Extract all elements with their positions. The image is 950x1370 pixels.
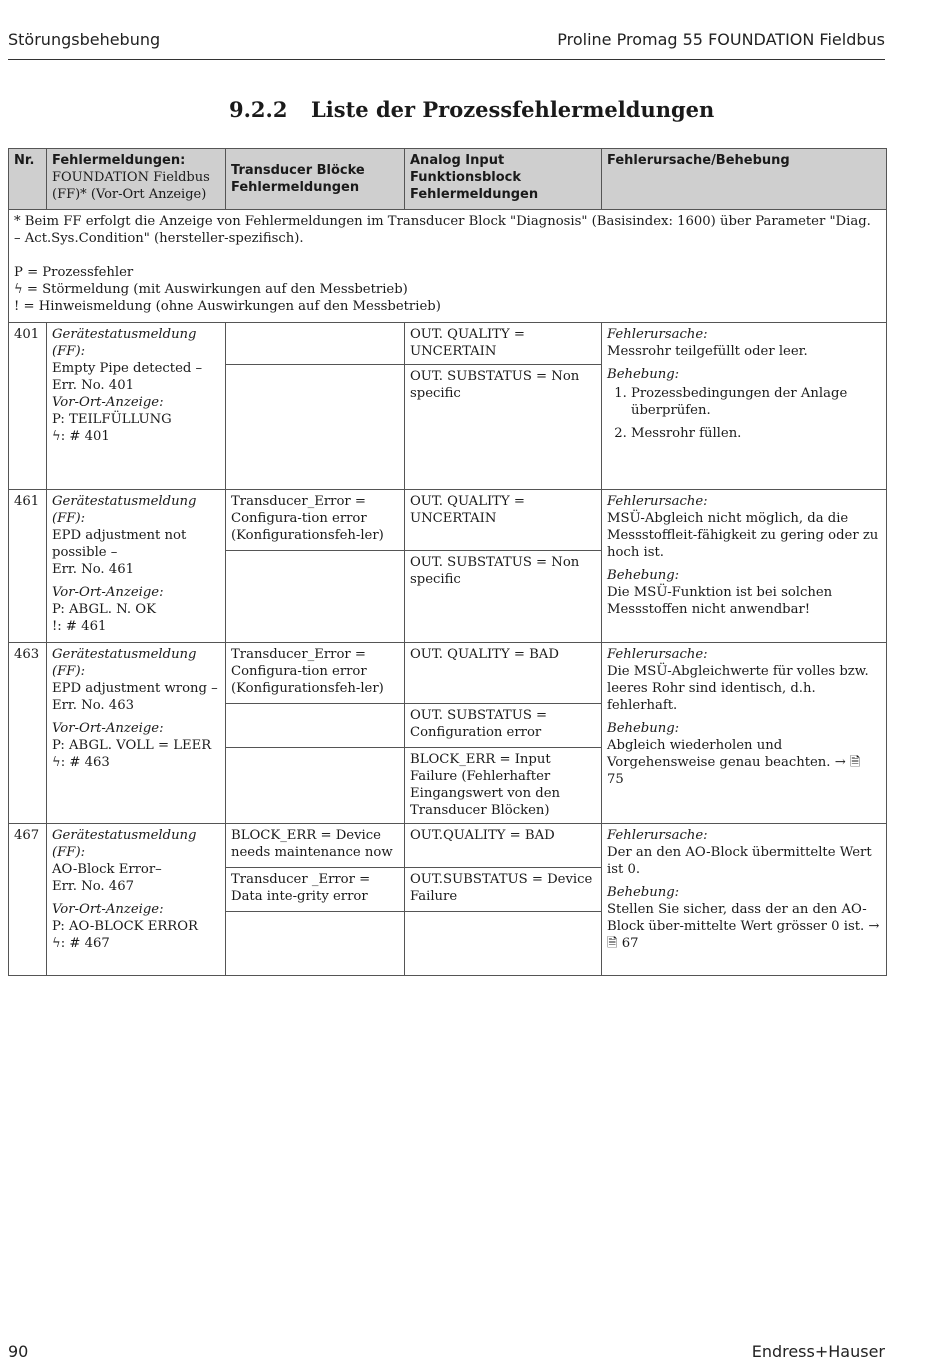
table-header-row	[9, 149, 887, 210]
row-transducer	[226, 365, 405, 490]
note-line: ! = Hinweismeldung (ohne Auswirkungen auf den Messbetrieb)	[14, 299, 441, 314]
row-nr: 463	[9, 643, 47, 824]
col-header-messages-bold: Fehlermeldungen:	[52, 153, 186, 168]
table-row	[9, 643, 887, 704]
section-title: Liste der Prozessfehlermeldungen	[311, 97, 715, 122]
remedy-steps: 1. Prozessbedingungen der Anlage überprüfen. 2. Messrohr füllen.	[607, 385, 881, 442]
row-cause-remedy: Fehlerursache: Die MSÜ-Abgleichwerte für volles bzw. leeres Rohr sind identisch, d.h. fehlerhaft. Behebung: Abgleich wiederholen und Vorgehensweise genau beachten. → 🗎 75	[602, 643, 887, 824]
row-transducer: Transducer _Error = Data inte-grity error	[226, 868, 405, 912]
row-ai-block-err	[405, 912, 602, 976]
note-line: * Beim FF erfolgt die Anzeige von Fehlermeldungen im Transducer Block "Diagnosis" (Basisindex: 1600) über Parameter "Diag. – Act.Sys.Condition" (hersteller-spezifisch).	[14, 214, 871, 246]
row-transducer	[226, 912, 405, 976]
row-transducer	[226, 704, 405, 748]
row-transducer: Transducer_Error = Configura-tion error (Konfigurationsfeh-ler)	[226, 490, 405, 551]
col-header-nr: Nr.	[9, 149, 47, 210]
process-error-table	[8, 148, 887, 976]
col-header-messages	[47, 149, 226, 210]
row-ff-message: Gerätestatusmeldung (FF): EPD adjustment wrong – Err. No. 463 Vor-Ort-Anzeige: P: ABGL. VOLL = LEER ϟ: # 463	[47, 643, 226, 824]
row-ff-message: Gerätestatusmeldung (FF): EPD adjustment not possible – Err. No. 461 Vor-Ort-Anzeige: P: ABGL. N. OK !: # 461	[47, 490, 226, 643]
row-cause-remedy: Fehlerursache: Messrohr teilgefüllt oder leer. Behebung: 1. Prozessbedingungen der Anlage überprüfen. 2. Messrohr füllen.	[602, 323, 887, 490]
row-transducer	[226, 323, 405, 365]
table-note-row	[9, 210, 887, 323]
row-ff-message: Gerätestatusmeldung (FF): Empty Pipe detected – Err. No. 401 Vor-Ort-Anzeige: P: TEILFÜLLUNG ϟ: # 401	[47, 323, 226, 490]
row-ai-quality: OUT. QUALITY = BAD	[405, 643, 602, 704]
row-ai-block-err: BLOCK_ERR = Input Failure (Fehlerhafter Eingangswert von den Transducer Blöcken)	[405, 748, 602, 824]
table-row	[9, 490, 887, 551]
row-transducer: BLOCK_ERR = Device needs maintenance now	[226, 824, 405, 868]
header-rule	[8, 59, 885, 60]
col-header-messages-plain: FOUNDATION Fieldbus (FF)* (Vor-Ort Anzeige)	[52, 170, 210, 202]
header-section-label: Störungsbehebung	[8, 30, 161, 49]
row-transducer	[226, 748, 405, 824]
row-cause-remedy: Fehlerursache: Der an den AO-Block übermittelte Wert ist 0. Behebung: Stellen Sie sicher, dass der an den AO-Block über-mittelte Wert grösser 0 ist. → 🗎 67	[602, 824, 887, 976]
row-nr: 467	[9, 824, 47, 976]
table-row	[9, 824, 887, 868]
row-transducer	[226, 551, 405, 643]
col-header-analog: Analog Input Funktionsblock Fehlermeldungen	[405, 149, 602, 210]
row-ai-substatus: OUT.SUBSTATUS = Device Failure	[405, 868, 602, 912]
row-cause-remedy: Fehlerursache: MSÜ-Abgleich nicht möglich, da die Messstoffleit-fähigkeit zu gering oder zu hoch ist. Behebung: Die MSÜ-Funktion ist bei solchen Messstoffen nicht anwendbar!	[602, 490, 887, 643]
page-number: 90	[8, 1342, 29, 1361]
table-note	[9, 210, 887, 323]
row-ai-quality: OUT. QUALITY = UNCERTAIN	[405, 490, 602, 551]
row-transducer: Transducer_Error = Configura-tion error (Konfigurationsfeh-ler)	[226, 643, 405, 704]
table-row	[9, 323, 887, 365]
row-ai-substatus: OUT. SUBSTATUS = Non specific	[405, 365, 602, 490]
section-heading	[229, 97, 714, 122]
col-header-cause: Fehlerursache/Behebung	[602, 149, 887, 210]
row-ai-substatus: OUT. SUBSTATUS = Configuration error	[405, 704, 602, 748]
row-ff-message: Gerätestatusmeldung (FF): AO-Block Error– Err. No. 467 Vor-Ort-Anzeige: P: AO-BLOCK ERROR ϟ: # 467	[47, 824, 226, 976]
row-ai-quality: OUT. QUALITY = UNCERTAIN	[405, 323, 602, 365]
section-number: 9.2.2	[229, 97, 288, 122]
footer-brand: Endress+Hauser	[751, 1342, 885, 1361]
row-nr: 461	[9, 490, 47, 643]
row-ai-substatus: OUT. SUBSTATUS = Non specific	[405, 551, 602, 643]
header-product-name: Proline Promag 55 FOUNDATION Fieldbus	[557, 30, 885, 49]
row-nr: 401	[9, 323, 47, 490]
col-header-transducer: Transducer Blöcke Fehlermeldungen	[226, 149, 405, 210]
note-line: P = Prozessfehler	[14, 265, 134, 280]
note-line: ϟ = Störmeldung (mit Auswirkungen auf den Messbetrieb)	[14, 282, 408, 297]
row-ai-quality: OUT.QUALITY = BAD	[405, 824, 602, 868]
